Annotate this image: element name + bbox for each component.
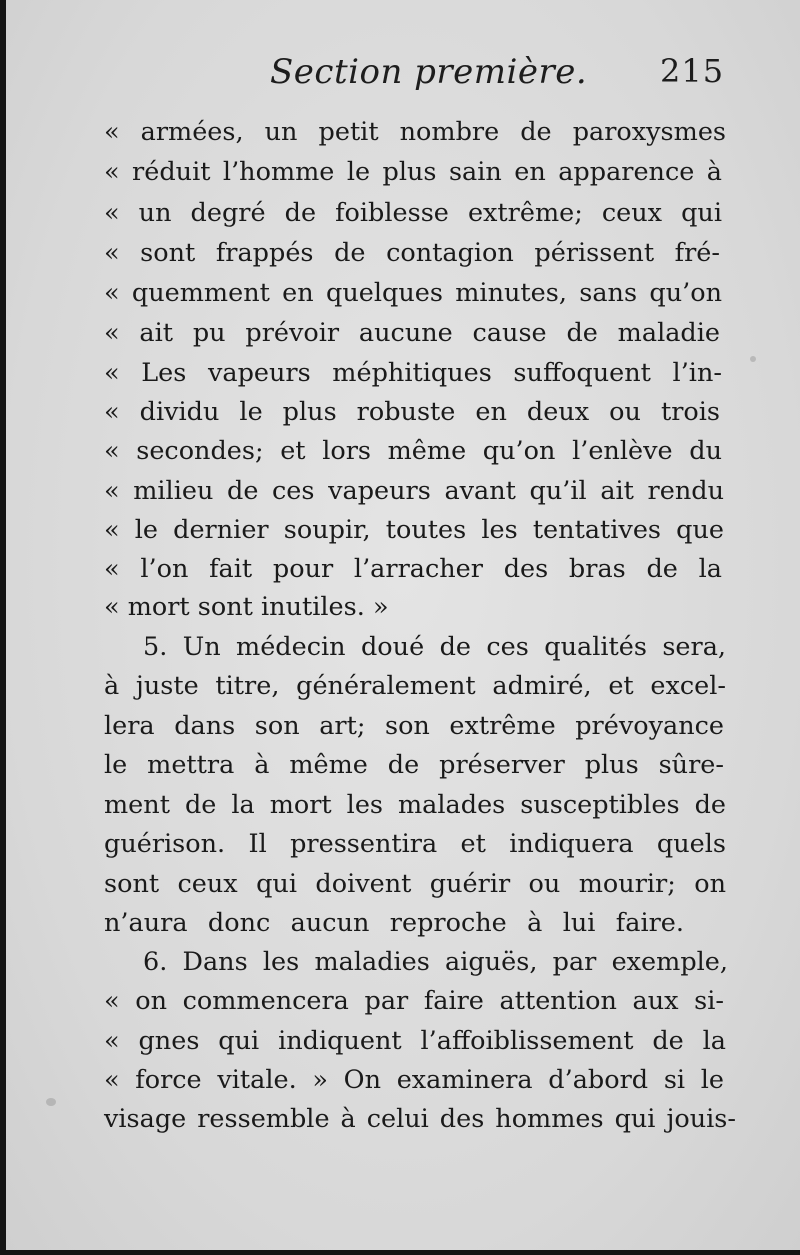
text-line: « milieu de ces vapeurs avant qu’il ait rendu [104, 476, 724, 506]
text-line: « ait pu prévoir aucune cause de maladie [104, 318, 720, 348]
text-line: « l’on fait pour l’arracher des bras de la [104, 554, 722, 584]
text-line: lera dans son art; son extrême prévoyance [104, 711, 724, 741]
text-line: « réduit l’homme le plus sain en apparence à [104, 157, 722, 187]
text-line: « gnes qui indiquent l’affoiblissement de la [104, 1026, 726, 1056]
text-line: « on commencera par faire attention aux si- [104, 986, 724, 1016]
text-line: sont ceux qui doivent guérir ou mourir; on [104, 869, 726, 899]
book-page [6, 0, 800, 1250]
text-line: « sont frappés de contagion périssent fré- [104, 238, 720, 268]
text-line: le mettra à même de préserver plus sûre- [104, 750, 724, 780]
text-line: « le dernier soupir, toutes les tentatives que [104, 515, 724, 545]
running-title: Section première. [270, 52, 588, 92]
text-line: « Les vapeurs méphitiques suffoquent l’in- [104, 358, 722, 388]
text-line: « armées, un petit nombre de paroxysmes [104, 117, 726, 147]
text-line: « secondes; et lors même qu’on l’enlève du [104, 436, 722, 466]
text-line: 5. Un médecin doué de ces qualités sera, [143, 632, 726, 662]
text-line: ment de la mort les malades susceptibles de [104, 790, 726, 820]
text-line: n’aura donc aucun reproche à lui faire. [104, 908, 684, 938]
text-line: visage ressemble à celui des hommes qui jouis- [104, 1104, 736, 1134]
text-line: guérison. Il pressentira et indiquera quels [104, 829, 726, 859]
page-smudge [750, 356, 756, 362]
text-line: « force vitale. » On examinera d’abord si le [104, 1065, 724, 1095]
page-header [6, 52, 800, 102]
text-line: « quemment en quelques minutes, sans qu’on [104, 278, 722, 308]
text-line: « dividu le plus robuste en deux ou trois [104, 397, 720, 427]
text-line: « un degré de foiblesse extrême; ceux qui [104, 198, 722, 228]
text-line: 6. Dans les maladies aiguës, par exemple, [143, 947, 728, 977]
page-number: 215 [660, 52, 725, 90]
text-line: à juste titre, généralement admiré, et excel- [104, 671, 726, 701]
text-line: « mort sont inutiles. » [104, 592, 389, 622]
page-smudge [46, 1098, 56, 1106]
